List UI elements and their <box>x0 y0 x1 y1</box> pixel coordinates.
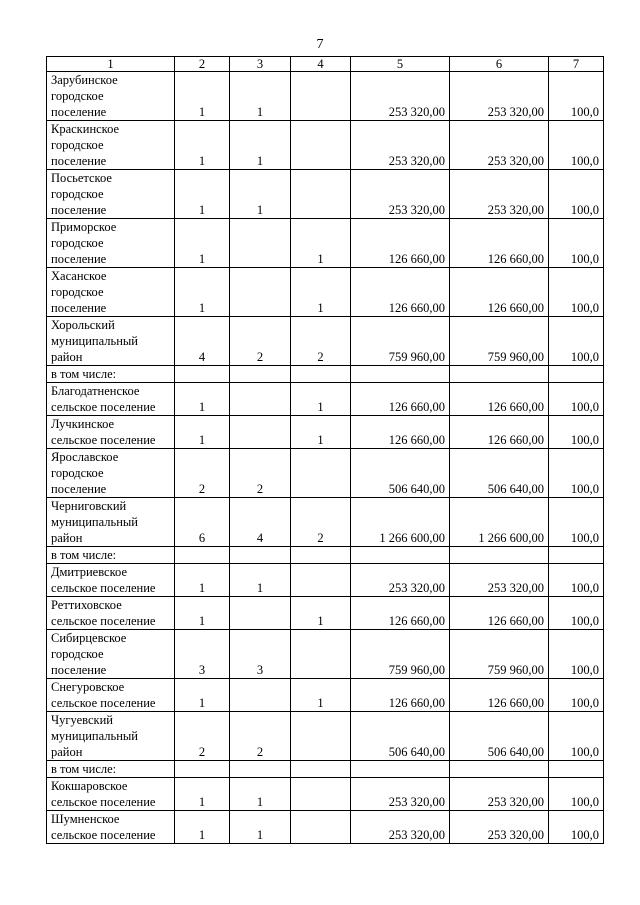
cell-col-6: 1 266 600,00 <box>450 498 549 547</box>
table-row <box>47 498 604 547</box>
cell-col-4: 2 <box>291 317 351 366</box>
municipality-name-cell <box>47 449 175 498</box>
cell-col-7: 100,0 <box>549 597 604 630</box>
municipality-name-line: Хасанское <box>51 269 107 283</box>
municipality-name-line: Ярославское <box>51 450 119 464</box>
cell-col-5: 126 660,00 <box>351 219 450 268</box>
municipality-name-line: городское <box>51 89 104 103</box>
municipality-name-line: городское <box>51 466 104 480</box>
municipality-name-cell <box>47 317 175 366</box>
table-row <box>47 564 604 597</box>
cell-col-4 <box>291 811 351 844</box>
cell-col-4 <box>291 712 351 761</box>
cell-col-3: 3 <box>230 630 291 679</box>
municipality-name-line: Хорольский <box>51 318 115 332</box>
municipality-name-cell <box>47 712 175 761</box>
municipality-name-line: городское <box>51 236 104 250</box>
municipality-name-cell <box>47 630 175 679</box>
cell-col-2: 1 <box>175 811 230 844</box>
cell-col-3 <box>230 383 291 416</box>
header-cell-5: 5 <box>351 57 450 72</box>
cell-col-7 <box>549 366 604 383</box>
municipality-name-line: Краскинское <box>51 122 120 136</box>
cell-col-5: 253 320,00 <box>351 170 450 219</box>
cell-col-7: 100,0 <box>549 564 604 597</box>
cell-col-6: 126 660,00 <box>450 416 549 449</box>
municipality-name-line: район <box>51 350 83 364</box>
cell-col-2 <box>175 366 230 383</box>
municipality-name-line: Сибирцевское <box>51 631 127 645</box>
cell-col-5 <box>351 366 450 383</box>
table-row <box>47 366 604 383</box>
municipality-name-line: сельское поселение <box>51 696 156 710</box>
cell-col-7: 100,0 <box>549 219 604 268</box>
table-row <box>47 761 604 778</box>
table-row <box>47 811 604 844</box>
table-row <box>47 449 604 498</box>
municipality-name-line: Посьетское <box>51 171 112 185</box>
table-header-row <box>47 57 604 72</box>
page-number: 7 <box>316 37 324 52</box>
header-cell-7: 7 <box>549 57 604 72</box>
cell-col-5: 126 660,00 <box>351 416 450 449</box>
cell-col-3 <box>230 761 291 778</box>
cell-col-4: 1 <box>291 597 351 630</box>
cell-col-3: 2 <box>230 712 291 761</box>
cell-col-2: 1 <box>175 72 230 121</box>
municipality-name-line: поселение <box>51 663 107 677</box>
cell-col-5: 126 660,00 <box>351 268 450 317</box>
municipality-name-line: район <box>51 531 83 545</box>
municipality-name-line: поселение <box>51 105 107 119</box>
cell-col-3 <box>230 597 291 630</box>
cell-col-6: 126 660,00 <box>450 219 549 268</box>
municipality-name-cell <box>47 219 175 268</box>
cell-col-4 <box>291 366 351 383</box>
table-row <box>47 219 604 268</box>
cell-col-3: 1 <box>230 564 291 597</box>
municipality-name-line: Черниговский <box>51 499 127 513</box>
cell-col-2: 1 <box>175 383 230 416</box>
municipality-name-cell <box>47 547 175 564</box>
cell-col-6: 126 660,00 <box>450 383 549 416</box>
municipality-name-line: Реттиховское <box>51 598 122 612</box>
table-row <box>47 679 604 712</box>
municipality-name-line: поселение <box>51 301 107 315</box>
data-table <box>46 56 604 844</box>
cell-col-2: 1 <box>175 416 230 449</box>
cell-col-2: 1 <box>175 170 230 219</box>
cell-col-5 <box>351 761 450 778</box>
municipality-name-line: Шумненское <box>51 812 120 826</box>
cell-col-6 <box>450 366 549 383</box>
municipality-name-cell <box>47 498 175 547</box>
municipality-name-line: Снегуровское <box>51 680 125 694</box>
municipality-name-line: сельское поселение <box>51 400 156 414</box>
table-row <box>47 778 604 811</box>
cell-col-7: 100,0 <box>549 630 604 679</box>
municipality-name-cell <box>47 268 175 317</box>
cell-col-4 <box>291 121 351 170</box>
municipality-name-line: городское <box>51 285 104 299</box>
municipality-name-line: Приморское <box>51 220 117 234</box>
municipality-name-line: поселение <box>51 154 107 168</box>
cell-col-5: 1 266 600,00 <box>351 498 450 547</box>
cell-col-3: 2 <box>230 317 291 366</box>
cell-col-6: 506 640,00 <box>450 449 549 498</box>
cell-col-4: 1 <box>291 416 351 449</box>
cell-col-2: 1 <box>175 679 230 712</box>
cell-col-6: 253 320,00 <box>450 121 549 170</box>
header-cell-2: 2 <box>175 57 230 72</box>
cell-col-7: 100,0 <box>549 121 604 170</box>
cell-col-2: 6 <box>175 498 230 547</box>
municipality-name-cell <box>47 72 175 121</box>
cell-col-2 <box>175 761 230 778</box>
cell-col-5: 126 660,00 <box>351 597 450 630</box>
cell-col-3: 1 <box>230 121 291 170</box>
cell-col-3: 2 <box>230 449 291 498</box>
cell-col-3 <box>230 366 291 383</box>
cell-col-3 <box>230 268 291 317</box>
cell-col-6: 253 320,00 <box>450 72 549 121</box>
municipality-name-line: Благодатненское <box>51 384 140 398</box>
cell-col-4: 1 <box>291 268 351 317</box>
cell-col-5: 253 320,00 <box>351 121 450 170</box>
cell-col-7: 100,0 <box>549 778 604 811</box>
table-row <box>47 170 604 219</box>
cell-col-6: 126 660,00 <box>450 679 549 712</box>
cell-col-4 <box>291 761 351 778</box>
cell-col-3 <box>230 416 291 449</box>
municipality-name-line: муниципальный <box>51 729 138 743</box>
cell-col-5: 506 640,00 <box>351 449 450 498</box>
municipality-name-cell <box>47 761 175 778</box>
cell-col-7 <box>549 547 604 564</box>
cell-col-6: 759 960,00 <box>450 317 549 366</box>
cell-col-2: 4 <box>175 317 230 366</box>
table-row <box>47 630 604 679</box>
municipality-name-cell <box>47 121 175 170</box>
cell-col-5: 126 660,00 <box>351 679 450 712</box>
municipality-name-line: в том числе: <box>51 548 117 562</box>
municipality-name-cell <box>47 366 175 383</box>
table-row <box>47 317 604 366</box>
cell-col-4: 1 <box>291 383 351 416</box>
cell-col-4 <box>291 170 351 219</box>
cell-col-7: 100,0 <box>549 317 604 366</box>
header-cell-6: 6 <box>450 57 549 72</box>
cell-col-2: 1 <box>175 219 230 268</box>
municipality-name-cell <box>47 811 175 844</box>
municipality-name-line: городское <box>51 187 104 201</box>
municipality-name-cell <box>47 597 175 630</box>
municipality-name-cell <box>47 778 175 811</box>
cell-col-6: 126 660,00 <box>450 597 549 630</box>
cell-col-6 <box>450 761 549 778</box>
cell-col-2: 1 <box>175 121 230 170</box>
cell-col-5: 253 320,00 <box>351 811 450 844</box>
cell-col-2: 1 <box>175 778 230 811</box>
header-cell-4: 4 <box>291 57 351 72</box>
municipality-name-line: сельское поселение <box>51 614 156 628</box>
cell-col-6: 253 320,00 <box>450 170 549 219</box>
cell-col-6: 759 960,00 <box>450 630 549 679</box>
cell-col-7: 100,0 <box>549 72 604 121</box>
municipality-name-line: муниципальный <box>51 515 138 529</box>
cell-col-5: 253 320,00 <box>351 778 450 811</box>
municipality-name-line: Кокшаровское <box>51 779 128 793</box>
table-body <box>47 57 604 844</box>
municipality-name-line: в том числе: <box>51 762 117 776</box>
municipality-name-cell <box>47 383 175 416</box>
municipality-name-line: городское <box>51 138 104 152</box>
cell-col-7: 100,0 <box>549 712 604 761</box>
table-row <box>47 268 604 317</box>
cell-col-6: 253 320,00 <box>450 564 549 597</box>
cell-col-4 <box>291 449 351 498</box>
cell-col-7: 100,0 <box>549 679 604 712</box>
municipality-name-line: сельское поселение <box>51 433 156 447</box>
cell-col-2: 1 <box>175 268 230 317</box>
cell-col-3: 1 <box>230 811 291 844</box>
cell-col-6 <box>450 547 549 564</box>
municipality-name-line: поселение <box>51 203 107 217</box>
header-cell-3: 3 <box>230 57 291 72</box>
table-row <box>47 597 604 630</box>
cell-col-5: 253 320,00 <box>351 564 450 597</box>
cell-col-5: 126 660,00 <box>351 383 450 416</box>
cell-col-2: 2 <box>175 449 230 498</box>
cell-col-7: 100,0 <box>549 811 604 844</box>
cell-col-3 <box>230 219 291 268</box>
cell-col-4: 1 <box>291 219 351 268</box>
cell-col-7: 100,0 <box>549 170 604 219</box>
municipality-name-line: Чугуевский <box>51 713 113 727</box>
cell-col-3 <box>230 547 291 564</box>
cell-col-4 <box>291 72 351 121</box>
municipality-name-cell <box>47 564 175 597</box>
municipality-name-line: поселение <box>51 252 107 266</box>
municipality-name-cell <box>47 170 175 219</box>
table-row <box>47 121 604 170</box>
cell-col-5: 253 320,00 <box>351 72 450 121</box>
municipality-name-line: Дмитриевское <box>51 565 127 579</box>
cell-col-4 <box>291 778 351 811</box>
cell-col-5: 759 960,00 <box>351 630 450 679</box>
municipality-name-line: городское <box>51 647 104 661</box>
table-row <box>47 547 604 564</box>
cell-col-7: 100,0 <box>549 383 604 416</box>
cell-col-6: 506 640,00 <box>450 712 549 761</box>
municipality-name-line: в том числе: <box>51 367 117 381</box>
municipality-name-line: муниципальный <box>51 334 138 348</box>
cell-col-3: 1 <box>230 72 291 121</box>
municipality-name-line: Лучкинское <box>51 417 115 431</box>
cell-col-4 <box>291 630 351 679</box>
municipality-name-line: сельское поселение <box>51 828 156 842</box>
municipality-name-cell <box>47 679 175 712</box>
cell-col-4: 1 <box>291 679 351 712</box>
cell-col-5: 759 960,00 <box>351 317 450 366</box>
cell-col-3: 1 <box>230 170 291 219</box>
cell-col-7: 100,0 <box>549 498 604 547</box>
cell-col-6: 253 320,00 <box>450 778 549 811</box>
cell-col-3: 1 <box>230 778 291 811</box>
table-row <box>47 416 604 449</box>
cell-col-2: 3 <box>175 630 230 679</box>
cell-col-7: 100,0 <box>549 268 604 317</box>
table-row <box>47 383 604 416</box>
municipality-name-line: Зарубинское <box>51 73 118 87</box>
municipality-name-line: сельское поселение <box>51 581 156 595</box>
cell-col-5: 506 640,00 <box>351 712 450 761</box>
municipality-name-line: сельское поселение <box>51 795 156 809</box>
cell-col-3 <box>230 679 291 712</box>
cell-col-4 <box>291 564 351 597</box>
cell-col-7: 100,0 <box>549 449 604 498</box>
municipality-name-line: поселение <box>51 482 107 496</box>
cell-col-2 <box>175 547 230 564</box>
cell-col-7: 100,0 <box>549 416 604 449</box>
cell-col-3: 4 <box>230 498 291 547</box>
municipality-name-line: район <box>51 745 83 759</box>
cell-col-2: 2 <box>175 712 230 761</box>
municipality-name-cell <box>47 416 175 449</box>
cell-col-4: 2 <box>291 498 351 547</box>
cell-col-5 <box>351 547 450 564</box>
cell-col-6: 253 320,00 <box>450 811 549 844</box>
cell-col-4 <box>291 547 351 564</box>
table-row <box>47 712 604 761</box>
header-cell-1: 1 <box>47 57 175 72</box>
cell-col-7 <box>549 761 604 778</box>
cell-col-2: 1 <box>175 597 230 630</box>
cell-col-2: 1 <box>175 564 230 597</box>
cell-col-6: 126 660,00 <box>450 268 549 317</box>
table-row <box>47 72 604 121</box>
